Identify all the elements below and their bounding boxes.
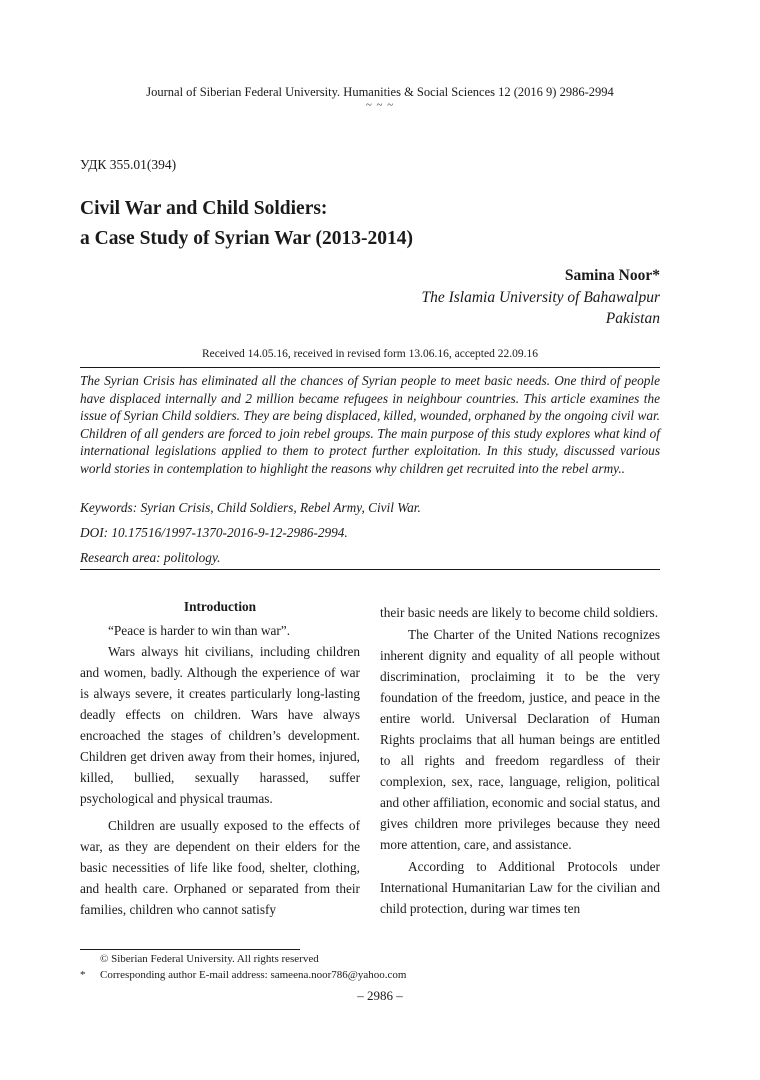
page-number: – 2986 –: [357, 988, 403, 1003]
left-column: [80, 600, 360, 920]
asterisk-mark: *: [80, 969, 86, 981]
keywords: Keywords: Syrian Crisis, Child Soldiers, Rebel Army, Civil War.: [80, 500, 421, 515]
author-block: [421, 265, 660, 330]
title-line-2: a Case Study of Syrian War (2013-2014): [80, 228, 413, 249]
author-name: Samina Noor*: [564, 267, 660, 284]
journal-header: Journal of Siberian Federal University. Humanities & Social Sciences 12 (2016 9) 2986-2994: [146, 85, 614, 99]
copyright-note: [80, 951, 406, 967]
paragraph: Wars always hit civilians, including children and women, badly. Although the experience of war is always severe, it creates particularly long-lasting deadly effects on children. Wars have always encroached the stages of children’s development. Children get driven away from their homes, injured, killed, bullied, sexually harassed, suffer psychological and physical traumas.: [80, 644, 360, 806]
author-affiliation: The Islamia University of Bahawalpur: [421, 288, 660, 306]
corresponding-note: [80, 967, 406, 983]
abstract: The Syrian Crisis has eliminated all the chances of Syrian people to meet basic needs. One third of people have displaced internally and 2 million became refugees in neighbour countries. This article examines the issue of Syrian Child soldiers. They are being displaced, killed, wounded, orphaned by the ongoing civil war. Children of all genders are forced to join rebel groups. The main purpose of this study explores what kind of international legislations applied to them to protect further exploitation. In this study, discussed various world stories in contemplation to highlight the reasons why children get recruited into the rebel army..: [80, 373, 660, 476]
paragraph: Children are usually exposed to the effects of war, as they are dependent on their elders for the basic necessities of life like food, shelter, clothing, and health care. Orphaned or separated from their families, children who cannot satisfy: [80, 818, 360, 917]
abstract-top-rule: [80, 367, 660, 368]
header-separator: ~ ~ ~: [365, 99, 395, 111]
paragraph: According to Additional Protocols under International Humanitarian Law for the civilian and child protection, during war times ten: [380, 859, 660, 916]
author-country: Pakistan: [605, 310, 660, 327]
right-column: [380, 602, 660, 919]
abstract-bottom-rule: [80, 569, 660, 570]
copyright-text: © Siberian Federal University. All rights reserved: [100, 953, 319, 965]
received-dates: Received 14.05.16, received in revised form 13.06.16, accepted 22.09.16: [202, 348, 538, 360]
article-title: [80, 194, 640, 254]
doi: DOI: 10.17516/1997-1370-2016-9-12-2986-2994.: [80, 525, 348, 540]
title-line-1: Civil War and Child Soldiers:: [80, 198, 328, 219]
udk-code: УДК 355.01(394): [80, 157, 177, 172]
paragraph: “Peace is harder to win than war”.: [108, 623, 291, 638]
corresponding-text: Corresponding author E-mail address: sameena.noor786@yahoo.com: [100, 969, 407, 981]
paragraph: The Charter of the United Nations recognizes inherent dignity and equality of all people without discrimination, proclaiming it to be the very foundation of the freedom, justice, and peace in the entire world. Universal Declaration of Human Rights proclaims that all human beings are entitled to all rights and freedom regardless of their complexion, sex, race, language, religion, political and other affiliation, economic and social status, and gives children more privileges because they need more attention, care, and assistance.: [380, 627, 661, 852]
footnote-rule: [80, 949, 300, 950]
paragraph: their basic needs are likely to become child soldiers.: [380, 605, 659, 620]
section-heading: Introduction: [183, 599, 257, 614]
research-area: Research area: politology.: [80, 550, 221, 565]
footnotes: [80, 951, 406, 983]
